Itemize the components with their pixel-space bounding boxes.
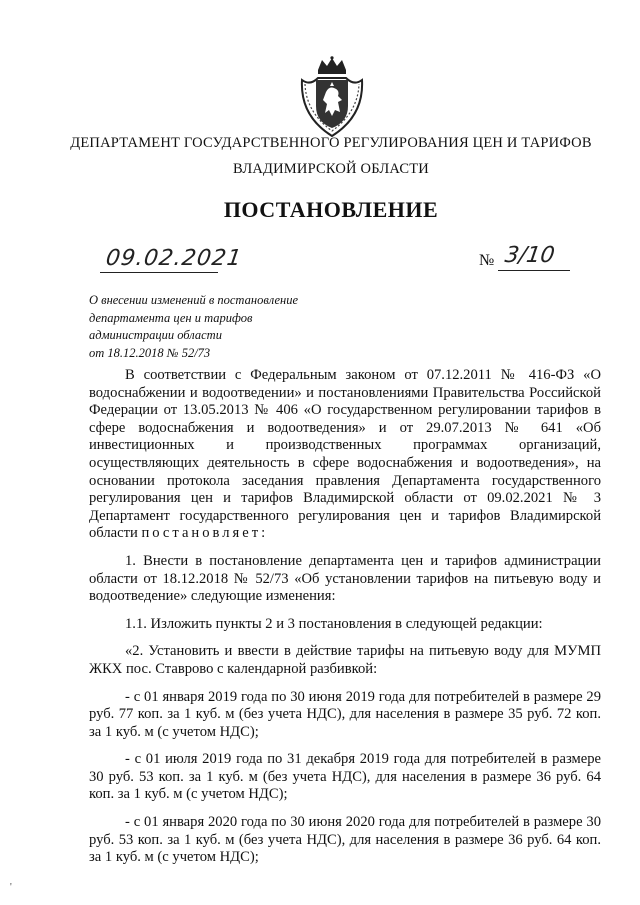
coat-of-arms-icon — [296, 56, 368, 138]
subject-line: О внесении изменений в постановление — [89, 293, 299, 307]
preamble-text: В соответствии с Федеральным законом от 07.12.2011 № 416-ФЗ «О водоснабжении и водоотведении» и постановлениями Правительства Российской Федерации от 13.05.2013 № 406 «О государственном регулировании тарифов в сфере водоснабжения и водоотведения» и от 29.07.2013 № 641 «Об инвестиционных и производственных программах организаций, осуществляющих деятельность в сфере водоснабжения и водоотведения», на основании протокола заседания правления Департамента государственного регулирования цен и тарифов Владимирской области от 09.02.2021 № 3 Департамент государственного регулирования цен и тарифов Владимирской области — [89, 367, 601, 542]
item-1-1-paragraph: 1.1. Изложить пункты 2 и 3 постановления в следующей редакции: — [125, 615, 543, 632]
period-paragraph: - с 01 июля 2019 года по 31 декабря 2019 года для потребителей в размере 30 руб. 53 коп. за 1 куб. м (без учета НДС), для населения в размере 36 руб. 64 коп. за 1 куб. м (с учетом НДС); — [89, 751, 601, 803]
department-name-line2: ВЛАДИМИРСКОЙ ОБЛАСТИ — [233, 161, 429, 177]
subject-line: от 18.12.2018 № 52/73 — [89, 345, 211, 360]
department-name-line1: ДЕПАРТАМЕНТ ГОСУДАРСТВЕННОГО РЕГУЛИРОВАНИЯ ЦЕН И ТАРИФОВ — [70, 135, 592, 151]
quoted-item-2: «2. Установить и ввести в действие тарифы на питьевую воду для МУМП ЖКХ пос. Ставрово с календарной разбивкой: — [89, 643, 601, 677]
item-1-paragraph: 1. Внести в постановление департамента цен и тарифов администрации области от 18.12.2018 № 52/73 «Об установлении тарифов на питьевую воду и водоотведение» следующие изменения: — [89, 552, 601, 605]
document-number: 3/10 — [503, 243, 557, 268]
number-label: № — [479, 252, 495, 269]
subject-line: департамента цен и тарифов — [89, 310, 253, 325]
preamble-verb: постановляет: — [141, 525, 269, 542]
subject-line: администрации области — [89, 328, 222, 342]
document-subject — [89, 292, 349, 362]
period-paragraph: - с 01 января 2019 года по 30 июня 2019 года для потребителей в размере 29 руб. 77 коп. за 1 куб. м (без учета НДС), для населения в размере 35 руб. 72 коп. за 1 куб. м (с учетом НДС); — [89, 688, 601, 740]
document-body — [89, 367, 601, 867]
document-date: 09.02.2021 — [104, 246, 244, 271]
period-paragraph: - с 01 января 2020 года по 30 июня 2020 года для потребителей в размере 30 руб. 53 коп. за 1 куб. м (без учета НДС), для населения в размере 36 руб. 64 коп. за 1 куб. м (с учетом НДС); — [89, 814, 601, 866]
preamble-paragraph — [89, 367, 601, 543]
document-title: ПОСТАНОВЛЕНИЕ — [223, 197, 439, 222]
scan-mark: ' — [10, 882, 12, 893]
number-underline — [498, 270, 570, 271]
date-underline — [100, 272, 218, 273]
